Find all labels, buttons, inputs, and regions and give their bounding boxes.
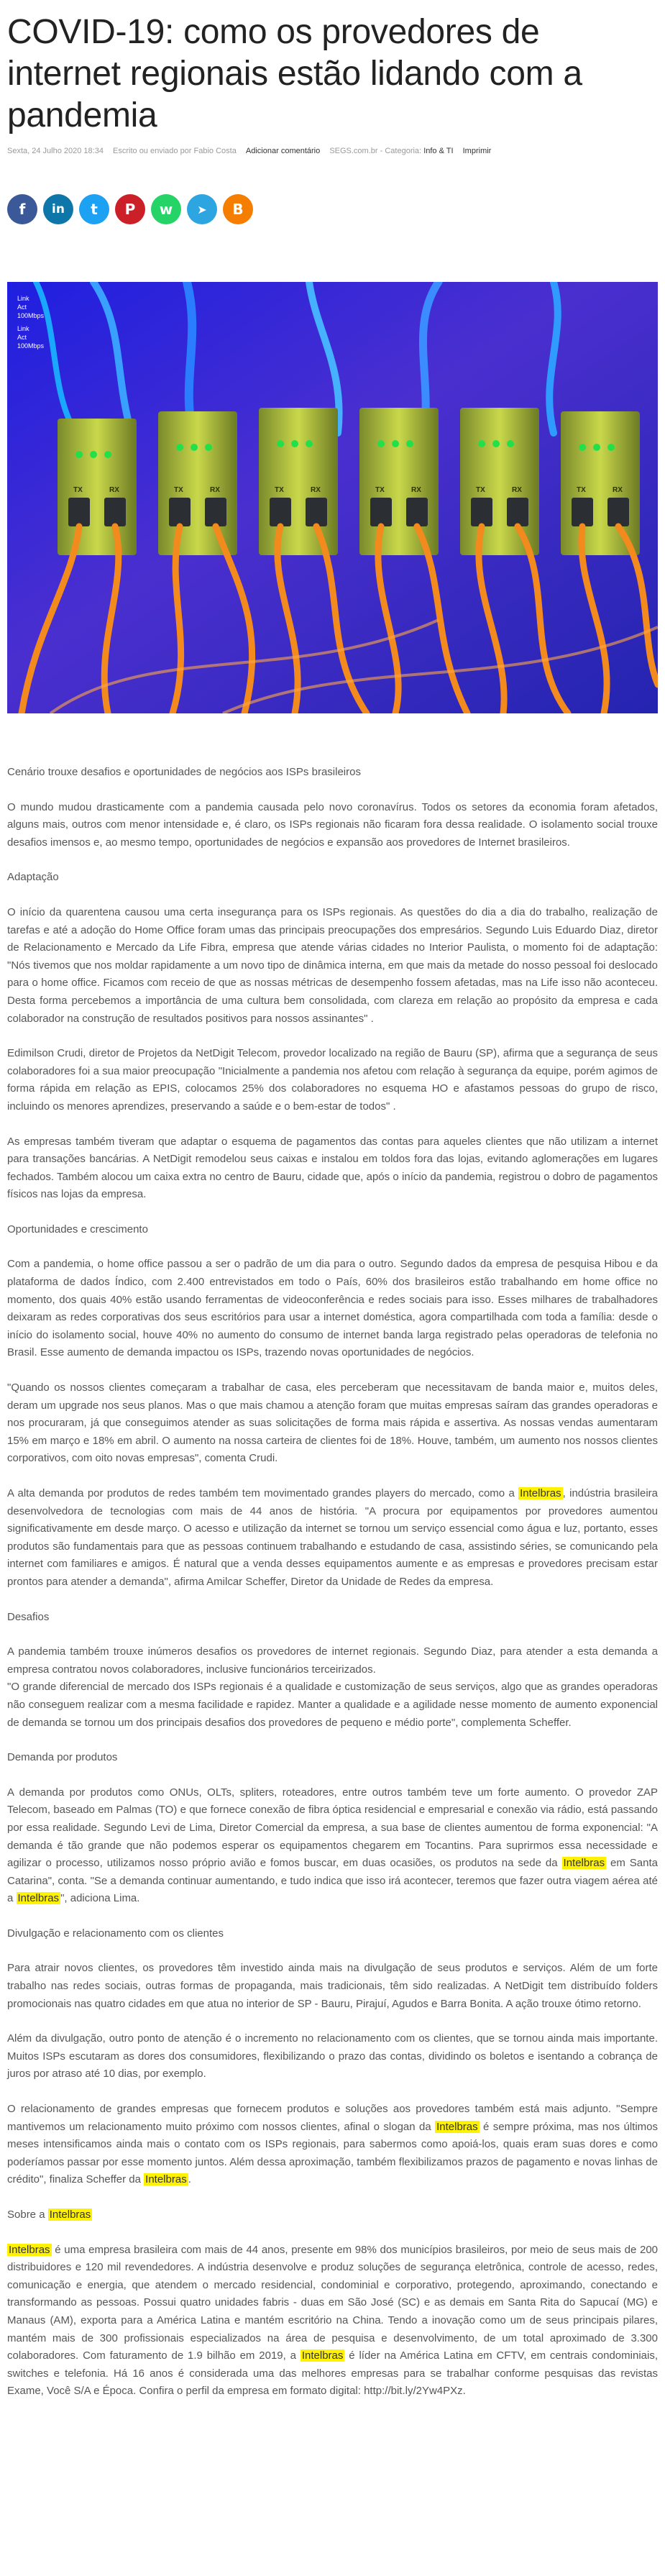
- section-heading: Desafios: [7, 1610, 50, 1623]
- facebook-icon: f: [19, 201, 26, 218]
- section-heading-text: Sobre a: [7, 2209, 48, 2221]
- article-date: Sexta, 24 Julho 2020 18:34: [7, 147, 104, 155]
- share-telegram-button[interactable]: [187, 194, 217, 224]
- port-label: TX: [73, 486, 83, 494]
- share-facebook-button[interactable]: [7, 194, 37, 224]
- brand-highlight: Intelbras: [49, 2209, 91, 2221]
- paragraph: Com a pandemia, o home office passou a ser o padrão de um dia para o outro. Segundo dados da empresa de pesquisa Hibou e da plataforma de dados Índico, com 2.400 entrevistados em todo o País, 60% dos brasileiros estão trabalhando em home office no momento, dos quais 40% estão usando ferramentas de videoconferência e redes sociais para isso. Esses milhares de trabalhadores deixaram as redes corporativas dos seus escritórios para usar a internet doméstica, agora compartilhada com toda a família: desde o início do isolamento social, houve 40% no aumento do consumo de internet banda larga registrado pelas operadoras de telefonia no Brasil. Esse aumento de demanda impactou os ISPs, trazendo novas oportunidades de negócios.: [7, 1258, 658, 1359]
- paragraph-text: é uma empresa brasileira com mais de 44 anos, presente em 98% dos municípios brasileiros, por meio de seus mais de 200 distribuidores e 120 mil revendedores. A indústria desenvolve e produz soluções de segurança eletrônica, controle de acesso, redes, comunicação e energia, que atendem o mercado residencial, condominial e corporativo, protegendo, aproximando, conectando e transformando as pessoas. Possui quatro unidades fabris - duas em São José (SC) e as demais em Santa Rita do Sapucaí (MG) e Manaus (AM), exporta para a América Latina e mantém escritório na China. Tendo a inovação como um de seus principais pilares, mantém mais de 300 profissionais especializados na área de pesquisa e desenvolvimento, de um total aproximado de 3.300 colaboradores. Com faturamento de 1.9 bilhão em 2019, a: [7, 2243, 658, 2362]
- port-label: RX: [613, 486, 623, 494]
- paragraph: Para atrair novos clientes, os provedores têm investido ainda mais na divulgação de seus produtos e serviços. Além de um forte trabalho nas redes sociais, outras formas de propaganda, mais tradicionais, têm sido realizadas. A NetDigit tem distribuído folders promocionais nas quatro cidades em que atua no interior de SP - Bauru, Pirajuí, Agudos e Barra Bonita. A ação trouxe ótimo retorno.: [7, 1962, 658, 2010]
- paragraph: [7, 2242, 658, 2401]
- share-whatsapp-button[interactable]: [151, 194, 181, 224]
- section-heading: Oportunidades e crescimento: [7, 1223, 148, 1236]
- paragraph-text: .: [188, 2173, 191, 2186]
- port-label: RX: [411, 486, 421, 494]
- port-label: TX: [476, 486, 485, 494]
- paragraph-text: A demanda por produtos como ONUs, OLTs, spliters, roteadores, entre outros também teve um forte aumento. O provedor ZAP Telecom, baseado em Palmas (TO) e que fornece conexão de fibra óptica residencial e empresarial e conexão via rádio, está passando por essa realidade. Segundo Levi de Lima, Diretor Comercial da empresa, a sua base de clientes aumentou de forma exponencial: "A demanda é tão grande que não podemos esperar os equipamentos chegarem em Tocantins. Para suprirmos essa necessidade e agilizar o processo, utilizamos nosso próprio avião e fomos buscar, em duas ocasiões, os produtos na sede da: [7, 1786, 658, 1870]
- paragraph: O mundo mudou drasticamente com a pandemia causada pelo novo coronavírus. Todos os setores da economia foram afetados, alguns mais, outros com menor intensidade e, é claro, os ISPs regionais não ficaram fora dessa realidade. O isolamento social trouxe desafios imensos e, ao mesmo tempo, oportunidades de negócios e expansão aos provedores de Internet brasileiros.: [7, 800, 658, 849]
- hero-illustration: [7, 282, 658, 713]
- section-heading: [7, 2206, 658, 2224]
- brand-highlight: Intelbras: [563, 1857, 605, 1870]
- linkedin-icon: in: [52, 202, 65, 216]
- paragraph: Edimilson Crudi, diretor de Projetos da NetDigit Telecom, provedor localizado na região de Bauru (SP), afirma que a segurança de seus colaboradores foi a sua maior preocupação "Inicialmente a pandemia nos afetou com relação à segurança da equipe, porém agimos de forma rápida em relação as EPIS, colocamos 25% dos colaboradores no esquema HO e afastamos pessoas do grupo de risco, incluindo os menores aprendizes, preservando a saúde e o bem-estar de todos" .: [7, 1047, 658, 1113]
- paragraph: "O grande diferencial de mercado dos ISPs regionais é a qualidade e customização de seus serviços, algo que as grandes operadoras não conseguem realizar com a mesma facilidade e rapidez. Manter a qualidade e a agilidade nesse momento de aumento exponencial de demanda se tornou um dos principais desafios dos provedores de pequeno e médio porte", complementa Scheffer.: [7, 1681, 658, 1729]
- section-heading: Demanda por produtos: [7, 1751, 118, 1764]
- port-label: TX: [275, 486, 284, 494]
- brand-highlight: Intelbras: [17, 1892, 60, 1905]
- paragraph-text: O relacionamento de grandes empresas que fornecem produtos e soluções aos provedores também está mais adjunto. "Sempre mantivemos um relacionamento muito próximo com nossos clientes, afinal o slogan da: [7, 2103, 658, 2133]
- add-comment-link[interactable]: Adicionar comentário: [245, 147, 321, 155]
- paragraph: Além da divulgação, outro ponto de atenção é o incremento no relacionamento com os clientes, que se tornou ainda mais importante. Muitos ISPs escutaram as dores dos consumidores, flexibilizando o prazo das contas, dividindo os boletos e isentando a cobrança de juros por atraso até 10 dias, por exemplo.: [7, 2032, 658, 2081]
- brand-highlight: Intelbras: [9, 2243, 50, 2256]
- share-bar: [7, 194, 658, 224]
- brand-highlight: Intelbras: [436, 2120, 478, 2133]
- port-label: RX: [311, 486, 321, 494]
- hero-label: Link: [17, 295, 29, 302]
- paragraph: [7, 2101, 658, 2189]
- article-title: COVID-19: como os provedores de internet regionais estão lidando com a pandemia: [7, 13, 582, 134]
- section-heading: Divulgação e relacionamento com os clientes: [7, 1927, 224, 1940]
- port-label: TX: [375, 486, 385, 494]
- paragraph: O início da quarentena causou uma certa insegurança para os ISPs regionais. As questões do dia a dia do trabalho, realização de tarefas e até a adoção do Home Office foram umas das principais preocupações dos empresários. Segundo Luis Eduardo Diaz, diretor de Relacionamento e Mercado da Life Fibra, empresa que atende várias cidades no Interior Paulista, o momento foi de adaptação: "Nós tivemos que nos moldar rapidamente a um novo tipo de dinâmica interna, em que mais da metade do nosso pessoal foi deslocado para o home office. Ficamos com receio de que as nossas métricas de desempenho fossem afetadas, mas na Life isso não aconteceu. Desta forma percebemos a importância de uma cultura bem consolidada, com clareza em relação ao propósito da empresa e cada colaborador na construção de resultados positivos para nossos assinantes" .: [7, 905, 658, 1025]
- paragraph-text: A alta demanda por produtos de redes também tem movimentado grandes players do mercado, como a: [7, 1487, 519, 1499]
- brand-highlight: Intelbras: [301, 2349, 344, 2362]
- site-name: SEGS.com.br: [329, 147, 378, 155]
- paragraph: "Quando os nossos clientes começaram a trabalhar de casa, eles perceberam que necessitavam de banda maior e, muitos deles, deram um upgrade nos seus planos. Mas o que mais chamou a atenção foram que muitas empresas saíram das grandes operadoras e nos procuraram, já que conseguimos atender as suas solicitações de forma mais rápida e assertiva. As nossas vendas aumentaram 15% em março e 18% em abril. O aumento na nossa carteira de clientes foi de 18%. Houve, também, um aumento nos nossos clientes corporativos, com oito novas empresas", comenta Crudi.: [7, 1381, 658, 1465]
- paragraph: A pandemia também trouxe inúmeros desafios os provedores de internet regionais. Segundo Diaz, para atender a esta demanda a empresa contratou novos colaboradores, inclusive funcionários terceirizados.: [7, 1645, 658, 1676]
- share-blogger-button[interactable]: [223, 194, 253, 224]
- whatsapp-icon: w: [159, 201, 173, 218]
- paragraph-text: é sempre próxima, mas nos últimos meses intensificamos ainda mais o contato com os ISPs regionais, para sabermos como apoiá-los, quais eram suas dores e como poderíamos passar por esse momento juntos. Além dessa aproximação, também flexibilizamos prazos de pagamento e novas linhas de crédito", finaliza Scheffer da: [7, 2120, 658, 2186]
- section-heading: Adaptação: [7, 871, 59, 884]
- port-label: RX: [512, 486, 522, 494]
- category-link[interactable]: Info & TI: [423, 147, 454, 155]
- port-label: RX: [109, 486, 119, 494]
- paragraph-text: , indústria brasileira desenvolvedora de tecnologias com mais de 44 anos de história. "A procura por equipamentos por provedores aumentou significativamente em desde março. O acesso e utilização da internet se tornou um serviço essencial como água e luz, portanto, esses produtos são fundamentais para que as pessoas continuem trabalhando e estudando de casa, assistindo séries, se comunicando pela internet com familiares e amigos. É natural que a venda desses equipamentos aumente e as empresas e provedores precisam estar prontos para atender a demanda", afirma Amilcar Scheffer, Diretor da Unidade de Redes da empresa.: [7, 1487, 658, 1588]
- print-link[interactable]: Imprimir: [462, 147, 492, 155]
- paragraph: As empresas também tiveram que adaptar o esquema de pagamentos das contas para aqueles clientes que não utilizam a internet para transações bancárias. A NetDigit remodelou seus caixas e instalou em toldos fora das lojas, evitando aglomerações em lugares fechados. Também alocou um caixa extra no centro de Bauru, cidade que, após o início da pandemia, registrou o dobro de pagamentos físicos nas lojas da empresa.: [7, 1135, 658, 1201]
- port-label: RX: [210, 486, 220, 494]
- paragraph-text: ", adiciona Lima.: [60, 1892, 140, 1905]
- hero-label: Link: [17, 325, 29, 332]
- brand-highlight: Intelbras: [520, 1487, 561, 1499]
- author-name: Fabio Costa: [193, 147, 237, 155]
- network-switch-image: [7, 282, 658, 713]
- article-body: [7, 764, 658, 2401]
- hero-label: 100Mbps: [17, 312, 45, 319]
- category-prefix: Categoria:: [385, 147, 422, 155]
- author-prefix: Escrito ou enviado por: [113, 147, 192, 155]
- port-label: TX: [174, 486, 183, 494]
- telegram-icon: ➤: [197, 202, 207, 216]
- article-lead: Cenário trouxe desafios e oportunidades de negócios aos ISPs brasileiros: [7, 766, 361, 778]
- paragraph: [7, 1485, 658, 1591]
- blogger-icon: B: [232, 201, 244, 218]
- paragraph-text: é líder na América Latina em CFTV, em centrais condominiais, switches e telefonia. Há 16 anos é considerada uma das melhores empresas para se trabalhar conforme pesquisas das revistas Exame, Você S/A e Época. Confira o perfil da empresa em formato digital: http://bit.ly/2Yw4PXz.: [7, 2349, 658, 2398]
- paragraph-text: em Santa Catarina", conta. "Se a demanda continuar aumentando, e tudo indica que isso irá acontecer, teremos que fazer outra viagem aérea até a: [7, 1857, 658, 1905]
- paragraph: [7, 1784, 658, 1908]
- share-pinterest-button[interactable]: [115, 194, 145, 224]
- share-twitter-button[interactable]: [79, 194, 109, 224]
- share-linkedin-button[interactable]: [43, 194, 73, 224]
- twitter-icon: t: [91, 201, 98, 218]
- hero-label: 100Mbps: [17, 342, 45, 350]
- brand-highlight: Intelbras: [145, 2173, 187, 2186]
- hero-label: Act: [17, 334, 27, 341]
- hero-label: Act: [17, 303, 27, 311]
- port-label: TX: [577, 486, 586, 494]
- article-meta: Sexta, 24 Julho 2020 18:34 Escrito ou enviado por Fabio Costa Adicionar comentário SEGS.com.br - Categoria: Info & TI Imprimir: [7, 147, 492, 155]
- pinterest-icon: P: [124, 201, 136, 218]
